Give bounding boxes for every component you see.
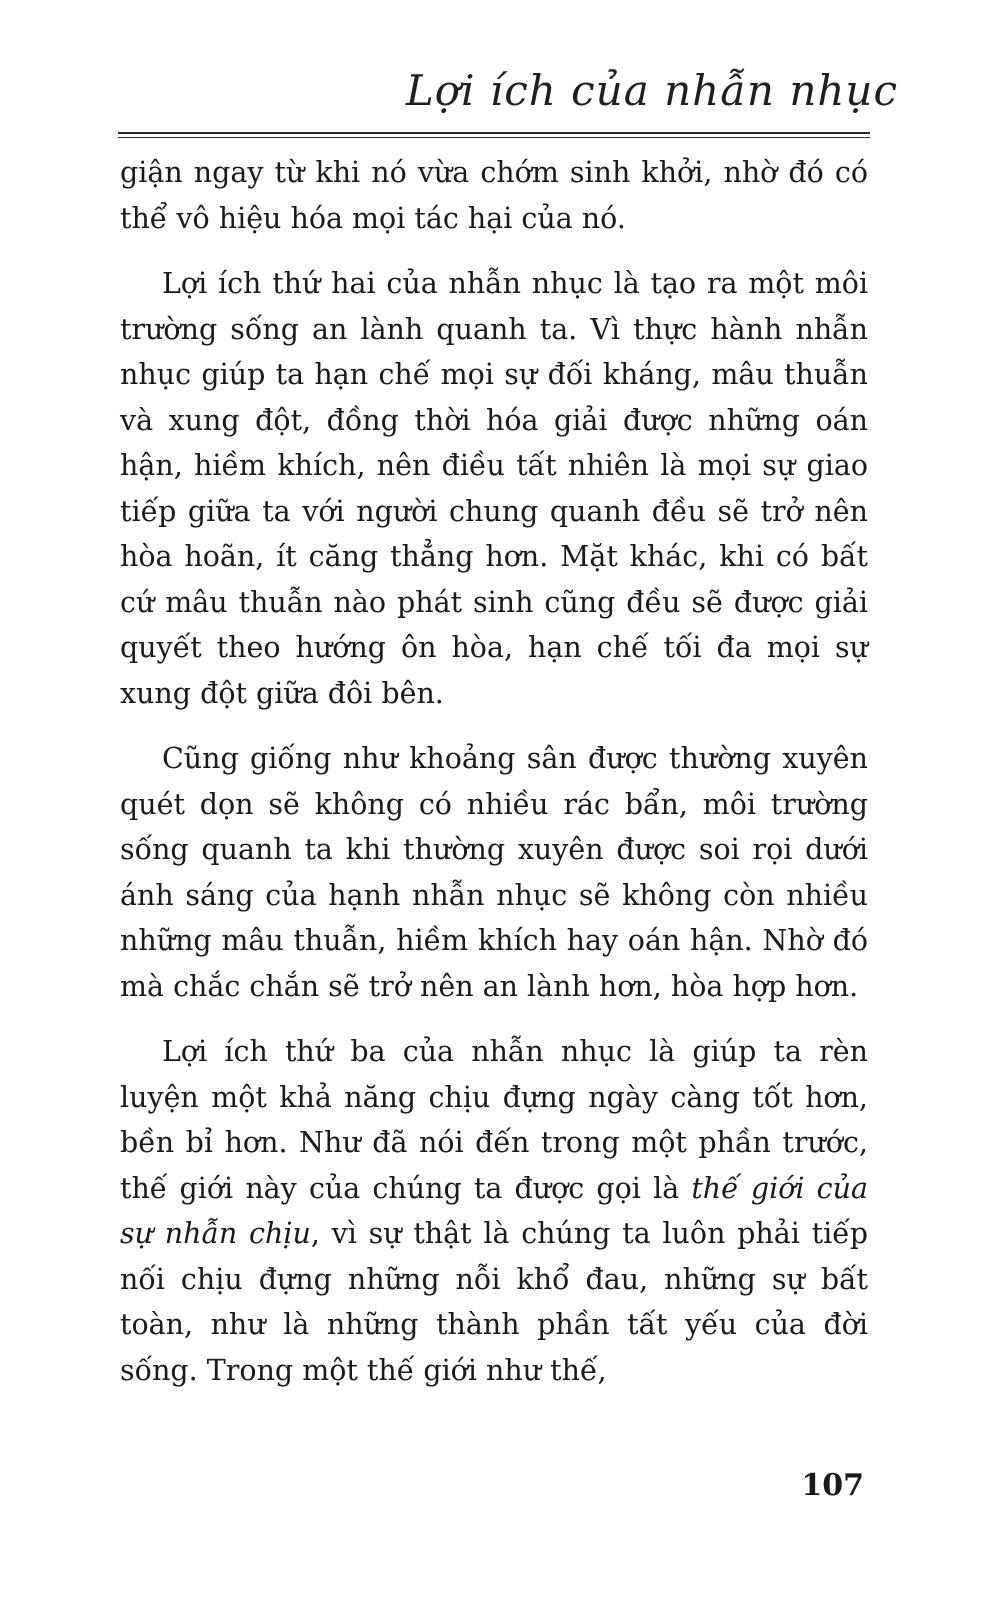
- paragraph-text-start: Lợi ích thứ ba của nhẫn nhục là giúp ta rèn luyện một khả năng chịu đựng ngày càng tốt hơn, bền bỉ hơn. Như đã nói đến trong một phần trước, thế giới này của chúng ta được gọi là: [120, 1035, 868, 1205]
- paragraph-text-end: , vì sự thật là chúng ta luôn phải tiếp nối chịu đựng những nỗi khổ đau, những sự bất toàn, như là những thành phần tất yếu của đời sống. Trong một thế giới như thế,: [120, 1217, 868, 1387]
- header-rule: [118, 132, 870, 134]
- running-header-title: Lợi ích của nhẫn nhục: [405, 66, 898, 115]
- paragraph-analogy: Cũng giống như khoảng sân được thường xuyên quét dọn sẽ không có nhiều rác bẩn, môi trường sống quanh ta khi thường xuyên được soi rọi dưới ánh sáng của hạnh nhẫn nhục sẽ không còn nhiều những mâu thuẫn, hiềm khích hay oán hận. Nhờ đó mà chắc chắn sẽ trở nên an lành hơn, hòa hợp hơn.: [120, 742, 868, 1003]
- paragraph-third-benefit: [120, 1029, 868, 1393]
- italic-phrase: thế giới của sự nhẫn chịu: [120, 1171, 868, 1250]
- body-text: [120, 150, 868, 1393]
- paragraph-continuation: giận ngay từ khi nó vừa chớm sinh khởi, nhờ đó có thể vô hiệu hóa mọi tác hại của nó.: [120, 156, 868, 235]
- page-number: 107: [801, 1468, 864, 1503]
- paragraph-second-benefit: Lợi ích thứ hai của nhẫn nhục là tạo ra một môi trường sống an lành quanh ta. Vì thực hành nhẫn nhục giúp ta hạn chế mọi sự đối kháng, mâu thuẫn và xung đột, đồng thời hóa giải được những oán hận, hiềm khích, nên điều tất nhiên là mọi sự giao tiếp giữa ta với người chung quanh đều sẽ trở nên hòa hoãn, ít căng thẳng hơn. Mặt khác, khi có bất cứ mâu thuẫn nào phát sinh cũng đều sẽ được giải quyết theo hướng ôn hòa, hạn chế tối đa mọi sự xung đột giữa đôi bên.: [120, 267, 868, 710]
- header-rule-thin: [118, 137, 870, 138]
